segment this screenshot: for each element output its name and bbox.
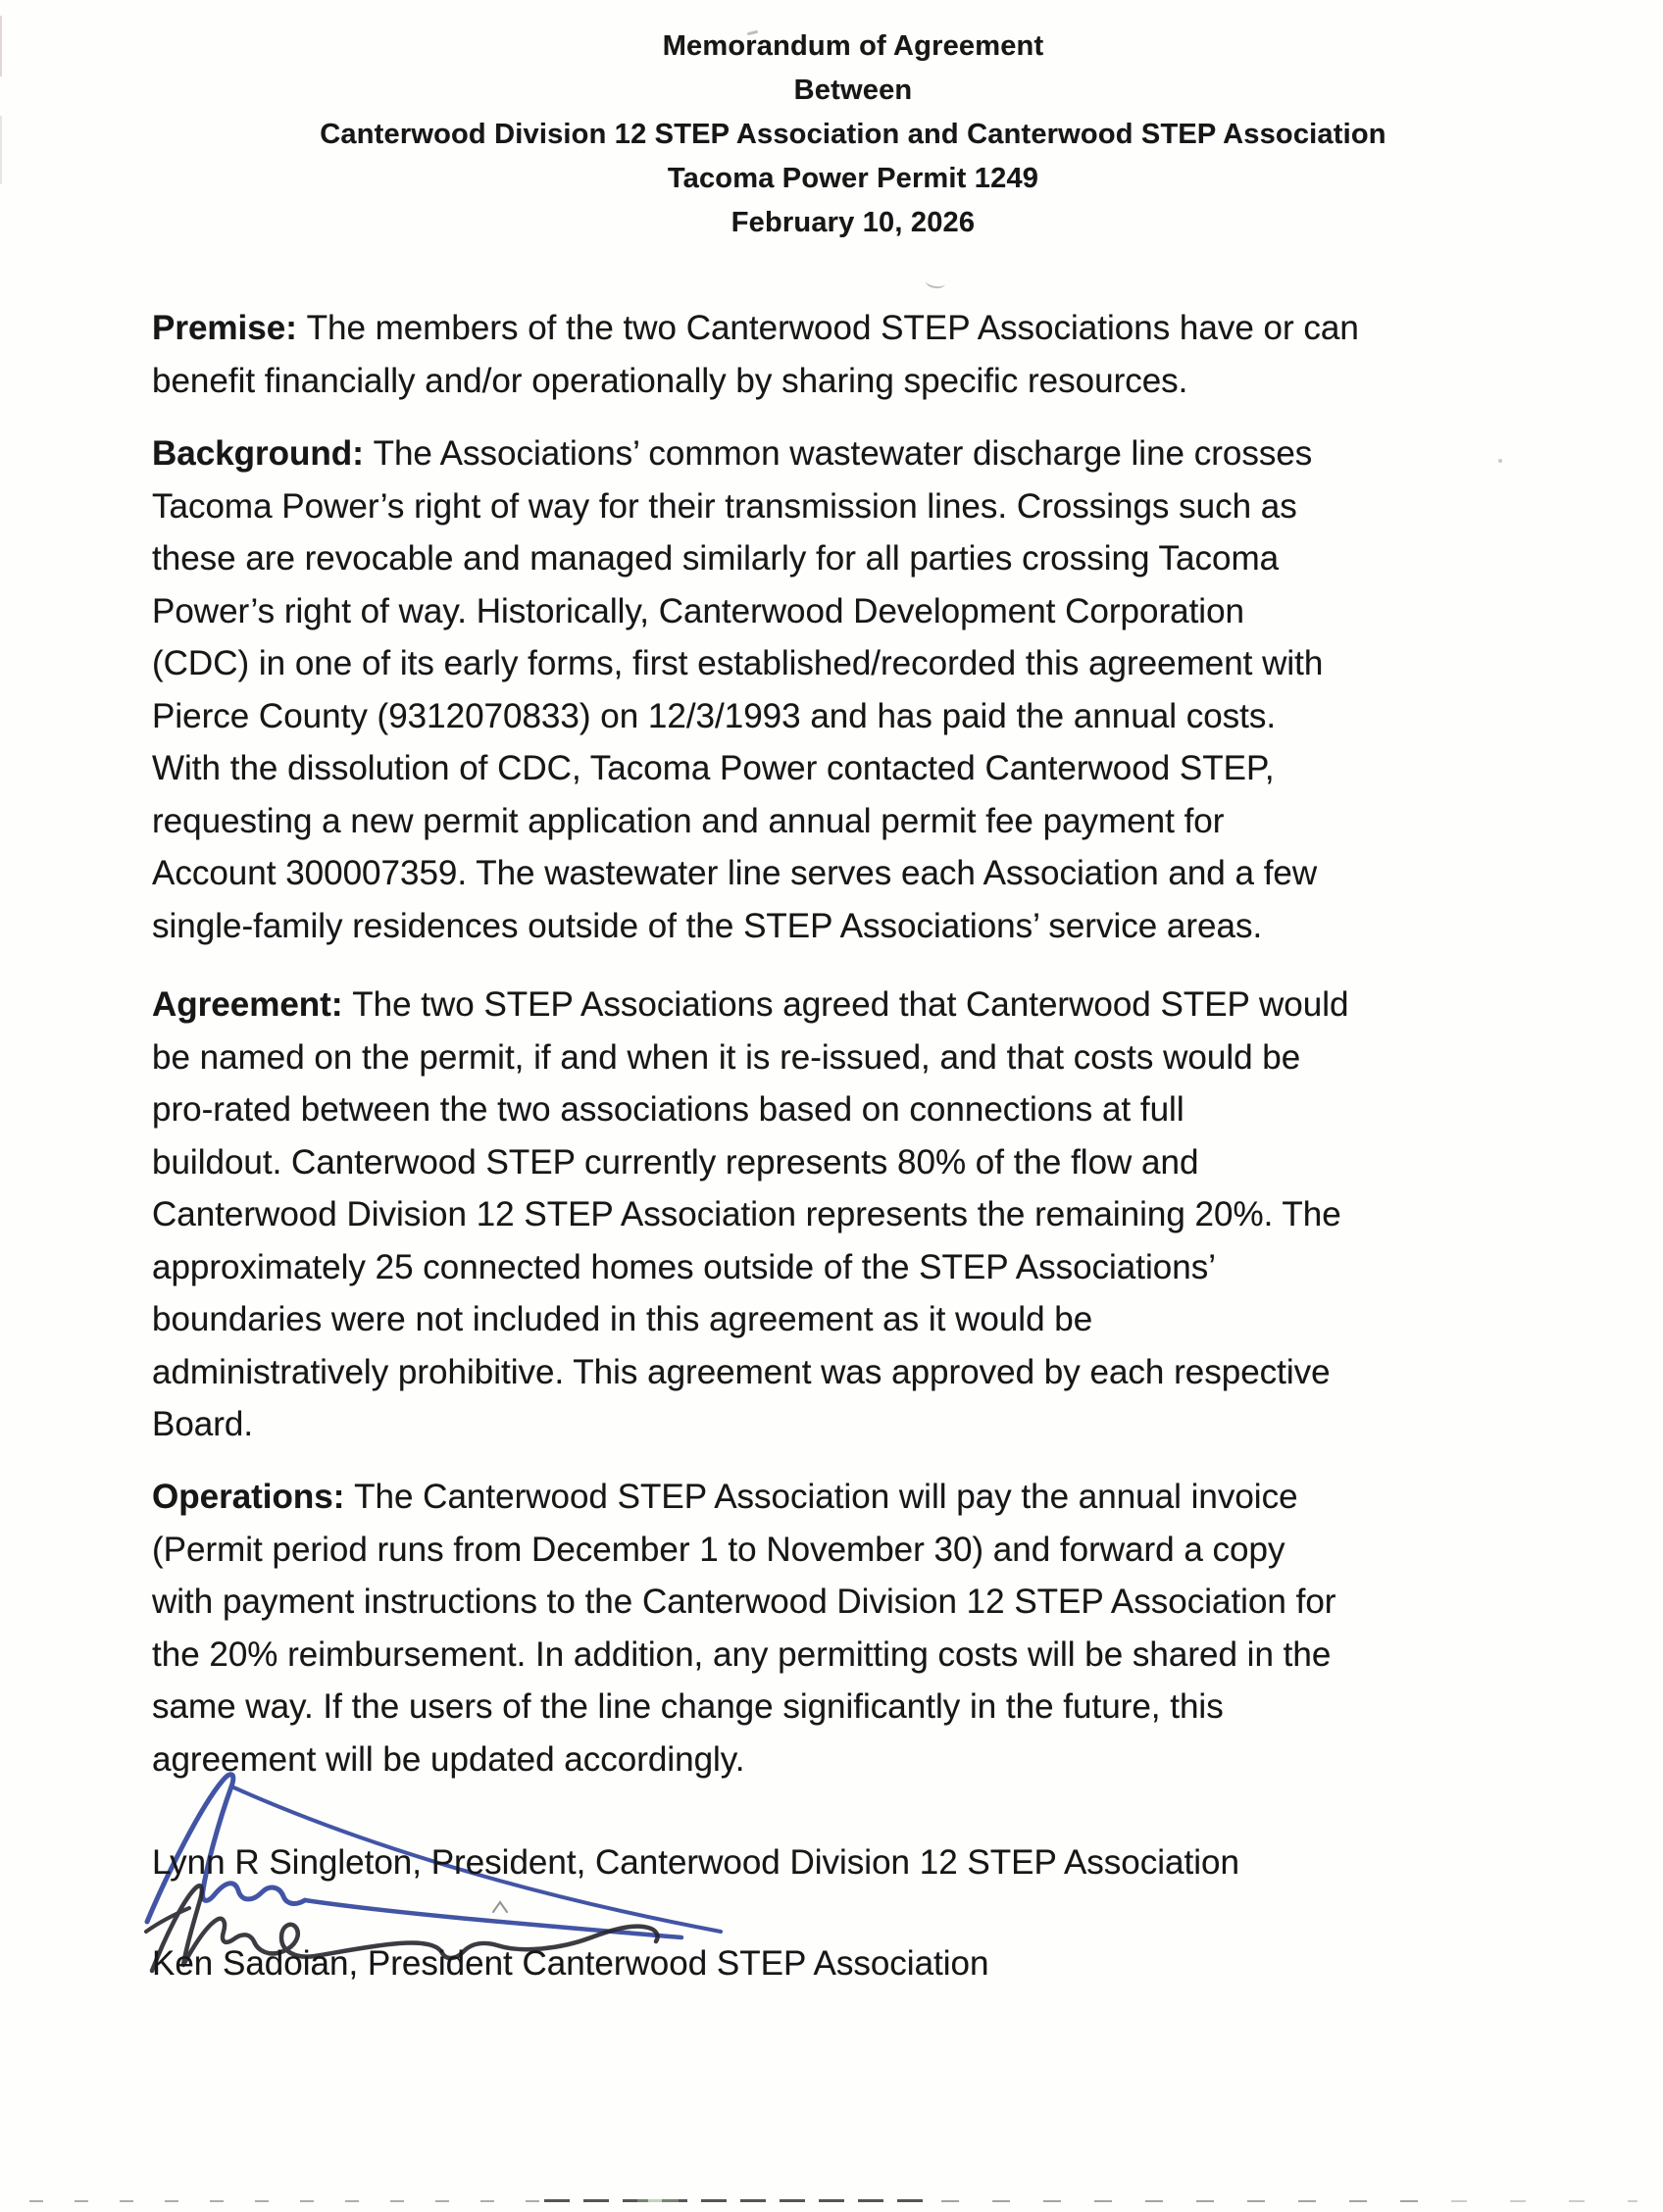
header-between: Between [793,75,913,106]
text-line: buildout. Canterwood STEP currently represents 80% of the flow and [152,1142,1199,1181]
premise-label: Premise: [152,309,307,347]
text-line: (CDC) in one of its early forms, first established/recorded this agreement with [152,644,1324,682]
header-parties: Canterwood Division 12 STEP Association and Canterwood STEP Association [320,119,1386,150]
text-line: same way. If the users of the line change significantly in the future, this [152,1687,1224,1726]
text-line: agreement will be updated accordingly. [152,1739,745,1779]
signature-stroke [146,1908,189,1932]
background-paragraph [152,427,1525,952]
scan-artifact-page-edge [0,16,2,76]
signature-caption-lynn: Lynn R Singleton, President, Canterwood Division 12 STEP Association [152,1843,1239,1882]
document-header [43,25,1663,245]
scan-artifact-bottom-line [1451,2200,1638,2202]
text-line: the 20% reimbursement. In addition, any permitting costs will be shared in the [152,1634,1332,1674]
operations-paragraph [152,1471,1525,1785]
text-line [152,979,1525,1031]
text-line [152,427,1525,480]
text-line: Tacoma Power’s right of way for their transmission lines. Crossings such as [152,486,1297,526]
scan-artifact-bottom-line [29,2200,539,2202]
premise-paragraph [152,302,1525,407]
text-line: Pierce County (9312070833) on 12/3/1993 and has paid the annual costs. [152,696,1277,735]
document-title: Memorandum of Agreement [662,30,1044,62]
operations-label: Operations: [152,1478,355,1516]
text-line: Board. [152,1405,254,1443]
text-line: Account 300007359. The wastewater line serves each Association and a few [152,854,1318,892]
text-line: boundaries were not included in this agreement as it would be [152,1300,1093,1338]
scan-artifact-bottom-line-green [637,2199,679,2202]
text-line: requesting a new permit application and annual permit fee payment for [152,801,1225,840]
scan-artifact-bottom-line [544,2199,927,2202]
text-line: administratively prohibitive. This agreement was approved by each respective [152,1352,1331,1391]
scan-artifact-page-edge [0,116,2,184]
scan-artifact-bottom-line [941,2200,1432,2202]
text-line: Canterwood Division 12 STEP Association represents the remaining 20%. The [152,1195,1341,1233]
text-line [152,302,1525,355]
text-line: these are revocable and managed similarly for all parties crossing Tacoma [152,539,1280,578]
header-permit: Tacoma Power Permit 1249 [667,163,1039,194]
agreement-paragraph [152,979,1525,1451]
text-line: be named on the permit, if and when it is re-issued, and that costs would be [152,1037,1301,1077]
text-line: (Permit period runs from December 1 to November 30) and forward a copy [152,1530,1285,1569]
text-line [152,1471,1525,1524]
background-label: Background: [152,434,374,473]
text-line: with payment instructions to the Canterwood Division 12 STEP Association for [152,1583,1336,1621]
scan-artifact-squiggle [925,276,946,290]
text-line: single-family residences outside of the STEP Associations’ service areas. [152,906,1263,945]
text-line: pro-rated between the two associations based on connections at full [152,1090,1184,1129]
text-line-content: The two STEP Associations agreed that Canterwood STEP would [352,985,1349,1024]
text-line-content: The Associations’ common wastewater discharge line crosses [373,434,1313,473]
text-line: Power’s right of way. Historically, Canterwood Development Corporation [152,591,1245,630]
text-line-content: The members of the two Canterwood STEP Associations have or can [306,309,1359,347]
agreement-label: Agreement: [152,985,353,1024]
text-line: With the dissolution of CDC, Tacoma Power contacted Canterwood STEP, [152,749,1275,787]
text-line-content: The Canterwood STEP Association will pay the annual invoice [354,1478,1298,1516]
text-line: approximately 25 connected homes outside of the STEP Associations’ [152,1247,1216,1286]
signature-caption-ken: Ken Sadoian, President Canterwood STEP Association [152,1944,989,1983]
header-date: February 10, 2026 [731,207,976,238]
text-line: benefit financially and/or operationally by sharing specific resources. [152,361,1188,400]
